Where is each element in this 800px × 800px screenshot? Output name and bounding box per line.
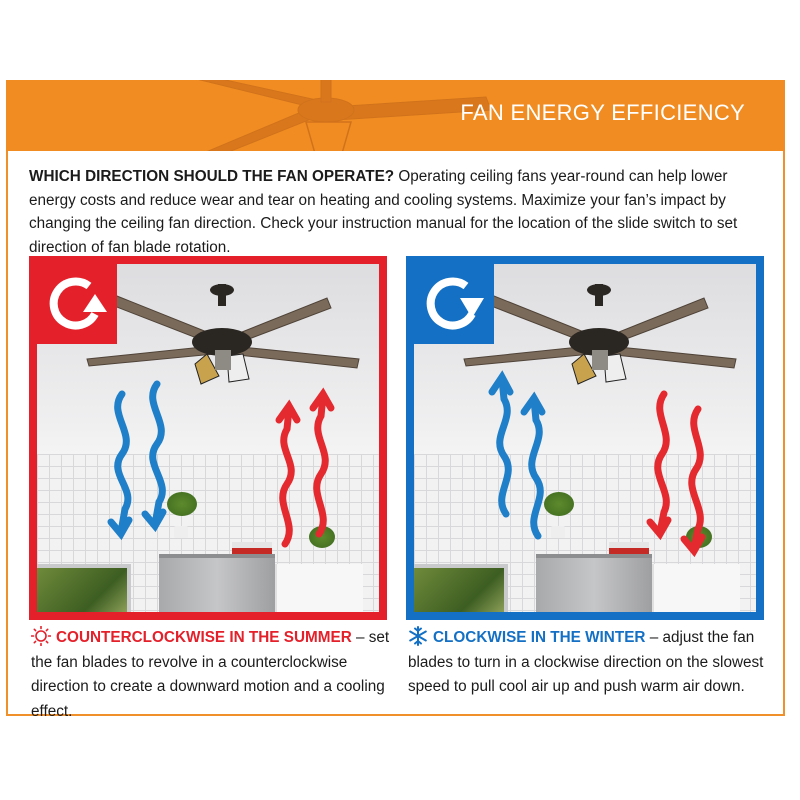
ceiling-fan-watermark-icon — [156, 80, 496, 151]
header-banner — [6, 80, 785, 151]
winter-caption-heading: CLOCKWISE IN THE WINTER — [433, 629, 646, 646]
summer-caption-body: – set the fan blades to revolve in a counterclockwise direction to create a downward motion and a cooling effect. — [31, 629, 390, 720]
winter-caption-body: – adjust the fan blades to turn in a clockwise direction on the slowest speed to pull cool air up and push warm air down. — [408, 629, 764, 695]
rotation-icon-box — [414, 264, 494, 344]
cool-air-down-arrow-icon — [118, 394, 128, 532]
intro-heading: WHICH DIRECTION SHOULD THE FAN OPERATE? — [29, 168, 395, 185]
sun-icon — [31, 626, 51, 646]
intro-body: Operating ceiling fans year-round can help lower energy costs and reduce wear and tear on heating and cooling systems. Maximize your fan’s impact by changing the ceiling fan direction. Check your instruction manual for the location of the slide switch to set direction of fan blade rotation. — [29, 168, 738, 256]
summer-caption — [31, 626, 391, 724]
cool-air-down-arrow-icon — [153, 384, 163, 524]
counterclockwise-arrow-icon — [37, 264, 117, 344]
warm-air-up-arrow-icon — [317, 396, 326, 534]
summer-panel — [29, 256, 387, 620]
warm-air-down-arrow-icon — [692, 409, 701, 549]
snowflake-icon — [408, 626, 428, 646]
winter-panel — [406, 256, 764, 620]
intro-paragraph — [29, 165, 774, 259]
cool-air-up-arrow-icon — [500, 379, 509, 514]
warm-air-up-arrow-icon — [283, 409, 292, 544]
warm-air-down-arrow-icon — [658, 394, 667, 532]
page-title: FAN ENERGY EFFICIENCY — [460, 100, 745, 125]
cool-air-up-arrow-icon — [532, 400, 541, 536]
winter-caption — [408, 626, 778, 700]
rotation-icon-box — [37, 264, 117, 344]
clockwise-arrow-icon — [414, 264, 494, 344]
summer-caption-heading: COUNTERCLOCKWISE IN THE SUMMER — [56, 629, 352, 646]
